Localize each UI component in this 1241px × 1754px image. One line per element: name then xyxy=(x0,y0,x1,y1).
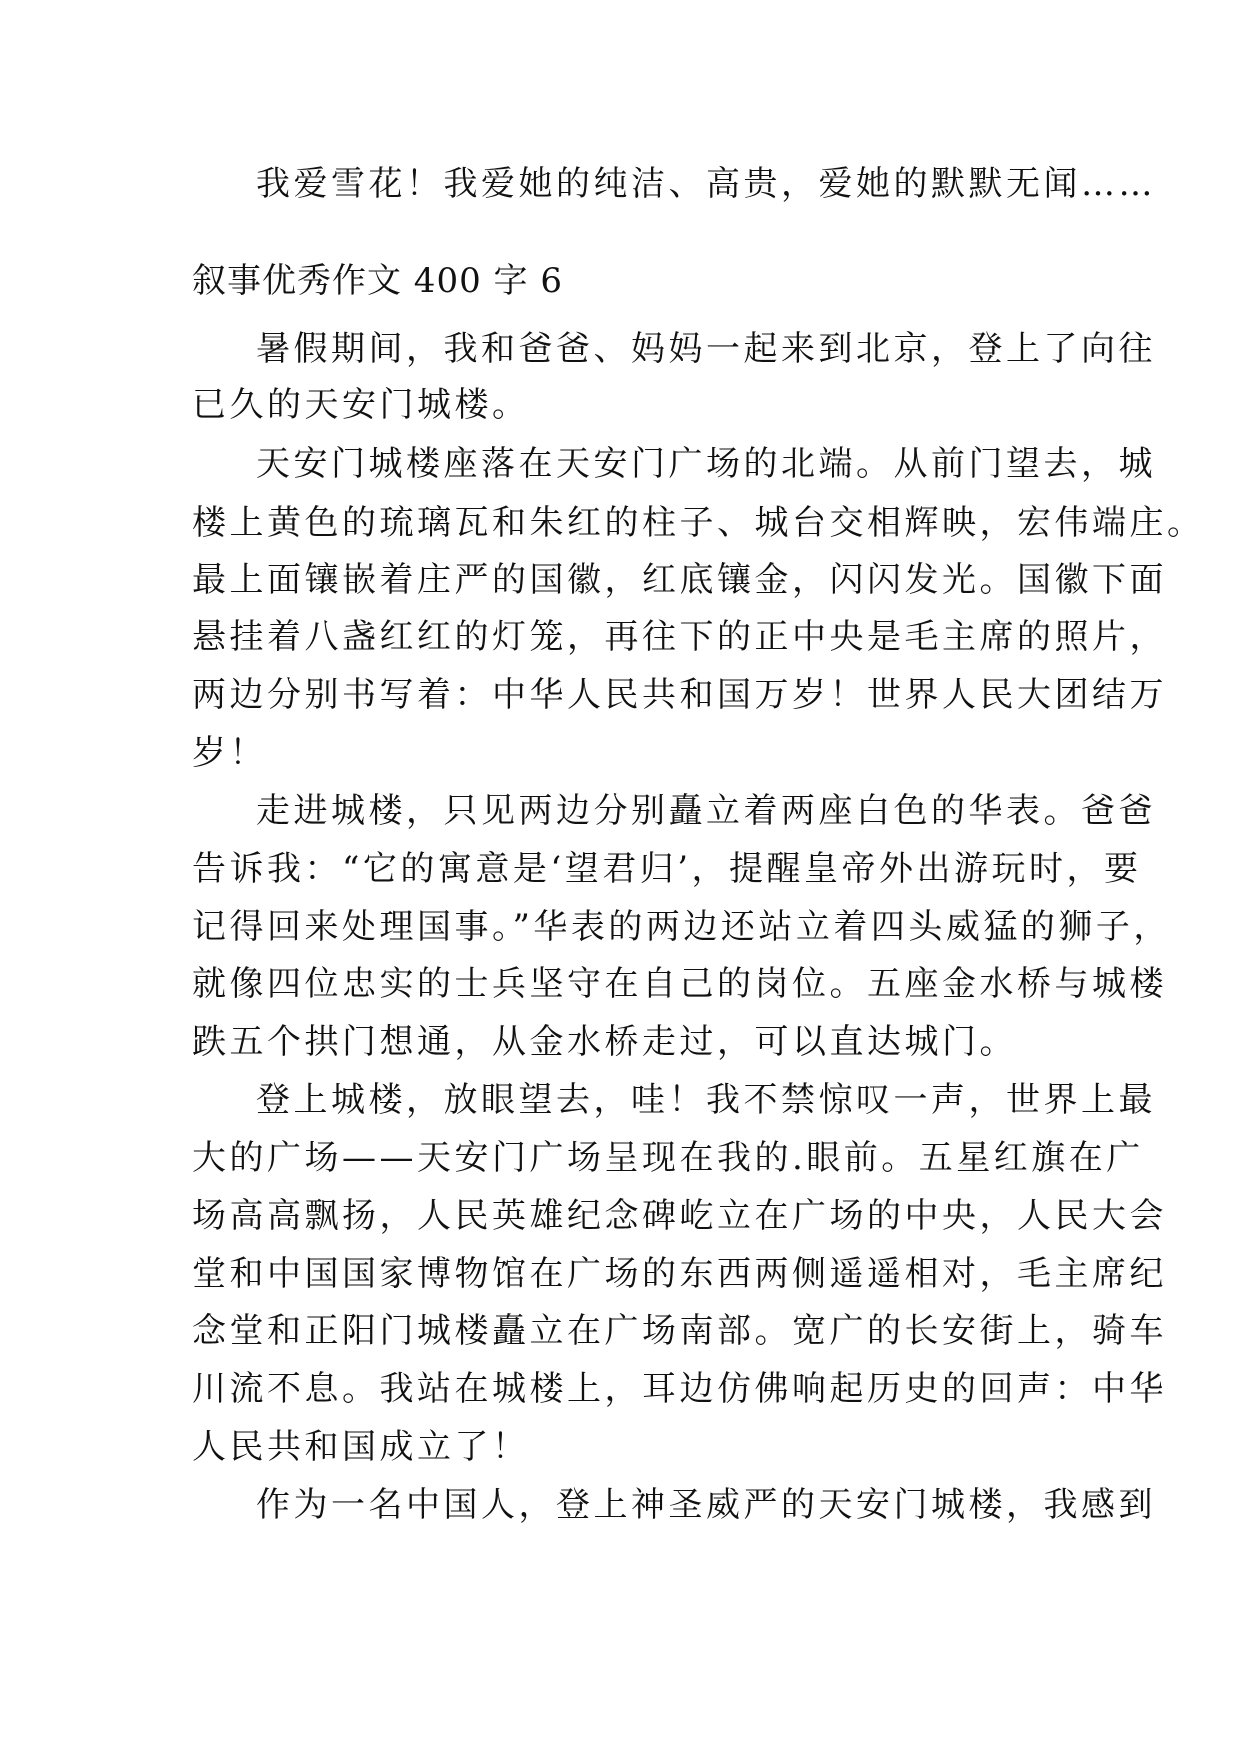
paragraph-2-line-3: 最上面镶嵌着庄严的国徽，红底镶金，闪闪发光。国徽下面 xyxy=(192,560,1167,600)
paragraph-3-line-4: 就像四位忠实的士兵坚守在自己的岗位。五座金水桥与城楼 xyxy=(192,964,1167,1004)
paragraph-4-line-6: 川流不息。我站在城楼上，耳边仿佛响起历史的回声：中华 xyxy=(192,1369,1167,1409)
paragraph-2-line-1: 天安门城楼座落在天安门广场的北端。从前门望去，城 xyxy=(256,444,1156,484)
paragraph-1-line-1: 暑假期间，我和爸爸、妈妈一起来到北京，登上了向往 xyxy=(256,329,1156,369)
paragraph-5-line-1: 作为一名中国人，登上神圣威严的天安门城楼，我感到 xyxy=(256,1485,1156,1525)
paragraph-2-line-5: 两边分别书写着：中华人民共和国万岁！世界人民大团结万 xyxy=(192,675,1167,715)
paragraph-2-line-4: 悬挂着八盏红红的灯笼，再往下的正中央是毛主席的照片， xyxy=(192,617,1167,657)
paragraph-4-line-5: 念堂和正阳门城楼矗立在广场南部。宽广的长安街上，骑车 xyxy=(192,1311,1167,1351)
paragraph-3-line-2: 告诉我：“它的寓意是‘望君归’，提醒皇帝外出游玩时，要 xyxy=(192,849,1142,889)
paragraph-3-line-3: 记得回来处理国事。”华表的两边还站立着四头威猛的狮子， xyxy=(192,907,1171,947)
paragraph-2-line-6: 岁！ xyxy=(192,733,267,773)
paragraph-4-line-3: 场高高飘扬，人民英雄纪念碑屹立在广场的中央，人民大会 xyxy=(192,1196,1167,1236)
paragraph-4-line-1: 登上城楼，放眼望去，哇！我不禁惊叹一声，世界上最 xyxy=(256,1080,1156,1120)
paragraph-3-line-1: 走进城楼，只见两边分别矗立着两座白色的华表。爸爸 xyxy=(256,791,1156,831)
paragraph-4-line-7: 人民共和国成立了！ xyxy=(192,1427,530,1467)
paragraph-2-line-2: 楼上黄色的琉璃瓦和朱红的柱子、城台交相辉映，宏伟端庄。 xyxy=(192,503,1205,543)
intro-line: 我爱雪花！我爱她的纯洁、高贵，爱她的默默无闻…… xyxy=(256,164,1156,204)
paragraph-1-line-2: 已久的天安门城楼。 xyxy=(192,385,530,425)
section-heading: 叙事优秀作文 400 字 6 xyxy=(192,261,563,301)
paragraph-4-line-2: 大的广场——天安门广场呈现在我的.眼前。五星红旗在广 xyxy=(192,1138,1144,1178)
paragraph-4-line-4: 堂和中国国家博物馆在广场的东西两侧遥遥相对，毛主席纪 xyxy=(192,1254,1167,1294)
paragraph-3-line-5: 跌五个拱门想通，从金水桥走过，可以直达城门。 xyxy=(192,1022,1017,1062)
